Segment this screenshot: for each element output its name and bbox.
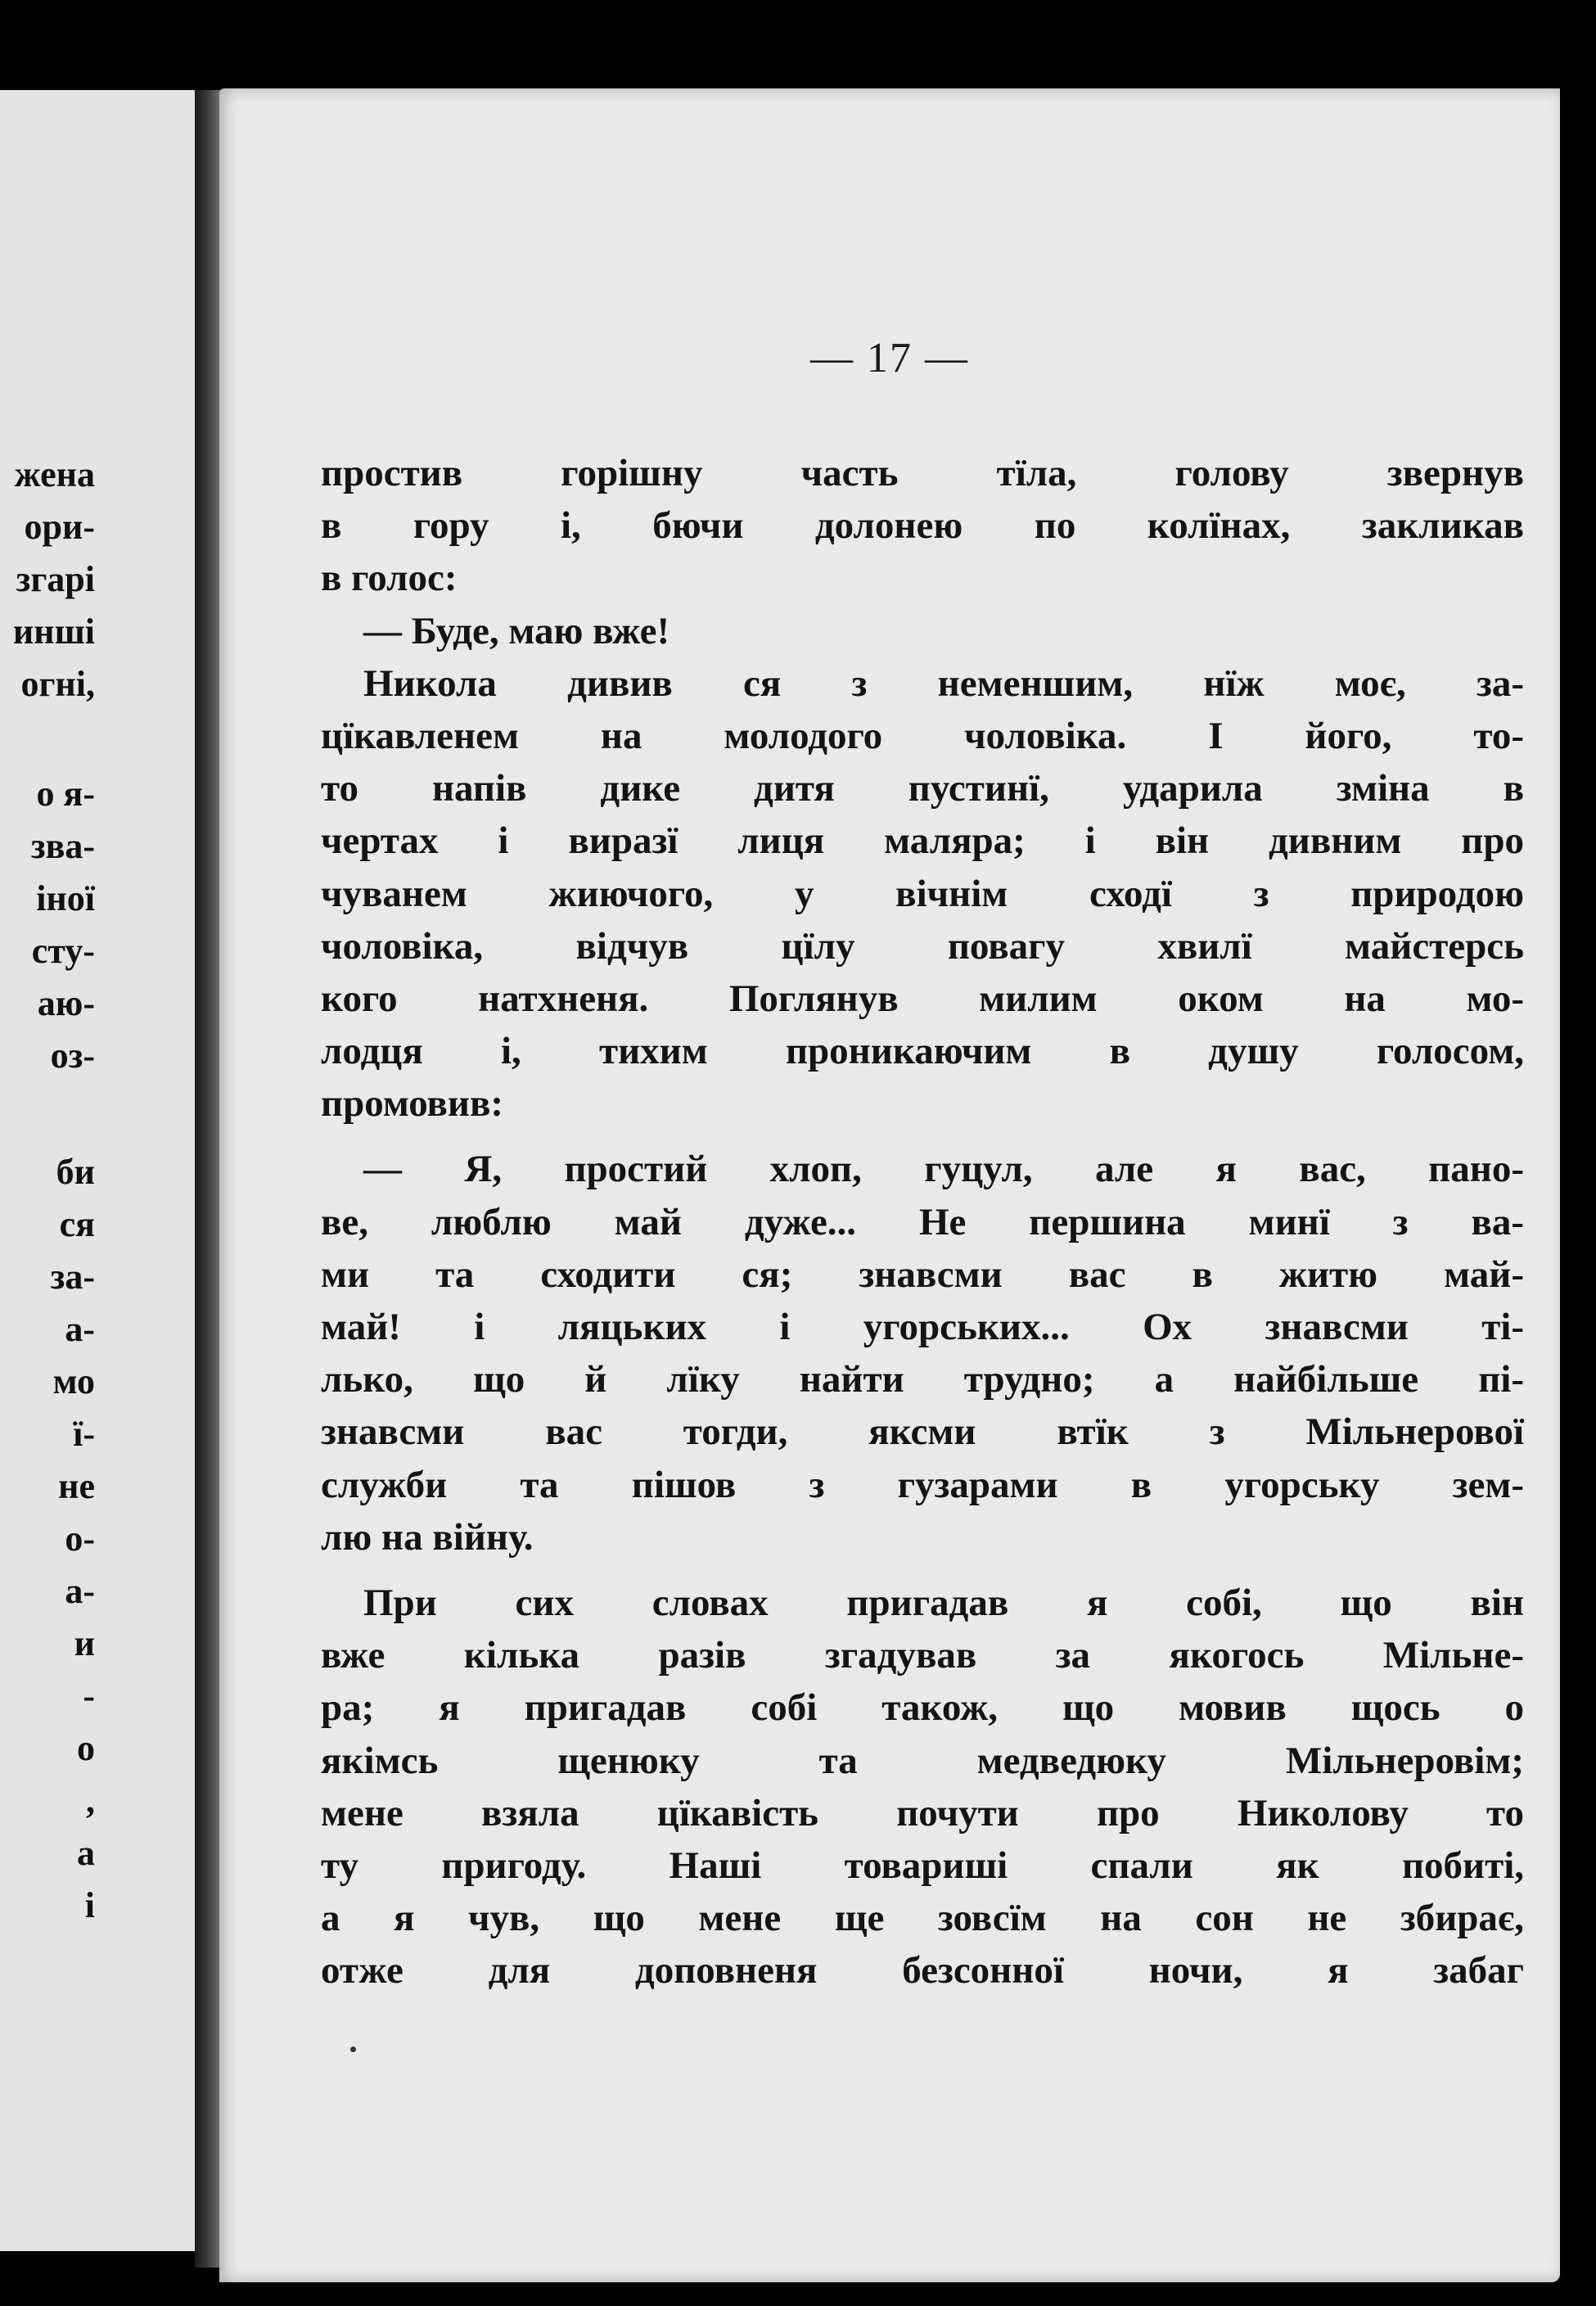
- left-fragment: не: [58, 1466, 95, 1506]
- left-fragment: ,: [86, 1780, 95, 1821]
- text-line: вже кілька разів згадував за якогось Мільне-: [321, 1634, 1524, 1677]
- left-fragment: жена: [14, 454, 95, 494]
- text-line: ми та сходити ся; знавсми вас в житю май-: [321, 1252, 1524, 1296]
- text-line: то напів дике дитя пустинї, ударила зміна в: [321, 767, 1524, 810]
- text-line: в голос:: [321, 557, 458, 600]
- text-line: в гору і, бючи долонею по колїнах, закликав: [321, 504, 1524, 548]
- text-line: промовив:: [321, 1082, 504, 1126]
- left-fragment: і: [84, 1885, 95, 1925]
- left-fragment: за-: [50, 1257, 95, 1297]
- left-fragment: о я-: [36, 774, 95, 814]
- text-line: чертах і виразї лиця маляра; і він дивним про: [321, 819, 1524, 863]
- text-line: чуванем жиючого, у вічнім сходї з природою: [321, 872, 1524, 915]
- text-line: лько, що й лїку найти трудно; а найбільше пі-: [321, 1358, 1524, 1401]
- text-line: служби та пішов з гузарами в угорську зем-: [321, 1463, 1524, 1506]
- text-line: а я чув, що мене ще зовсїм на сон не збирає,: [321, 1897, 1524, 1940]
- text-line: отже для доповненя безсонної ночи, я забаг: [321, 1949, 1524, 1992]
- text-line: ве, люблю май дуже... Не першина минї з ва-: [321, 1200, 1524, 1243]
- left-fragment: а: [77, 1833, 95, 1873]
- left-fragment: ори-: [24, 507, 95, 547]
- text-line: При сих словах пригадав я собі, що він: [363, 1581, 1524, 1624]
- text-line: цїкавленем на молодого чоловіка. І його, то-: [321, 714, 1524, 757]
- text-line: якімсь щенюку та медведюку Мільнеровім;: [321, 1739, 1524, 1782]
- left-fragment: -: [83, 1676, 95, 1716]
- left-fragment: а-: [65, 1309, 95, 1349]
- left-fragment: згарі: [16, 559, 95, 599]
- text-line: кого натхненя. Поглянув милим оком на мо-: [321, 977, 1524, 1020]
- text-line: чоловіка, відчув цїлу повагу хвилї майстерсь: [321, 924, 1524, 968]
- left-fragment: іної: [36, 878, 95, 918]
- left-fragment: а-: [65, 1571, 95, 1611]
- text-line: знавсми вас тогди, яксми втїк з Мільнерової: [321, 1410, 1524, 1454]
- left-fragment: ся: [59, 1204, 95, 1244]
- text-line: ту пригоду. Наші товариші спали як побиті,: [321, 1843, 1524, 1887]
- left-fragment: инші: [12, 611, 95, 652]
- left-fragment: о-: [65, 1519, 95, 1559]
- book-page: [219, 88, 1560, 2282]
- left-fragment: и: [74, 1623, 95, 1663]
- previous-page-sliver: [0, 90, 195, 2251]
- text-line: Никола дивив ся з неменшим, нїж моє, за-: [363, 661, 1524, 705]
- book-spine: [195, 90, 223, 2268]
- left-fragment: мо: [52, 1361, 95, 1401]
- left-fragment: зва-: [30, 826, 95, 866]
- text-line: лю на війну.: [321, 1515, 534, 1559]
- previous-page-text-fragments: [0, 90, 195, 2251]
- text-line: — Я, простий хлоп, гуцул, але я вас, пано-: [363, 1148, 1524, 1191]
- print-speck: [350, 2047, 356, 2052]
- left-fragment: аю-: [37, 983, 95, 1023]
- left-fragment: оз-: [50, 1036, 95, 1076]
- left-fragment: би: [56, 1152, 95, 1192]
- text-line: май! і ляцьких і угорських... Ох знавсми ті-: [321, 1306, 1524, 1348]
- page-number: — 17 —: [810, 335, 969, 381]
- left-fragment: о: [77, 1728, 95, 1768]
- text-line: мене взяла цїкавість почути про Николову то: [321, 1791, 1524, 1834]
- left-fragment: сту-: [31, 931, 95, 971]
- text-line: лодця і, тихим проникаючим в душу голосом,: [321, 1030, 1524, 1073]
- left-fragment: огні,: [20, 664, 95, 704]
- text-line: ра; я пригадав собі також, що мовив щось о: [321, 1686, 1524, 1730]
- left-fragment: ї-: [73, 1414, 95, 1454]
- text-line: простив горішну часть тїла, голову звернув: [321, 452, 1524, 494]
- page-body-text: [321, 447, 1524, 1997]
- text-line: — Буде, маю вже!: [363, 609, 670, 652]
